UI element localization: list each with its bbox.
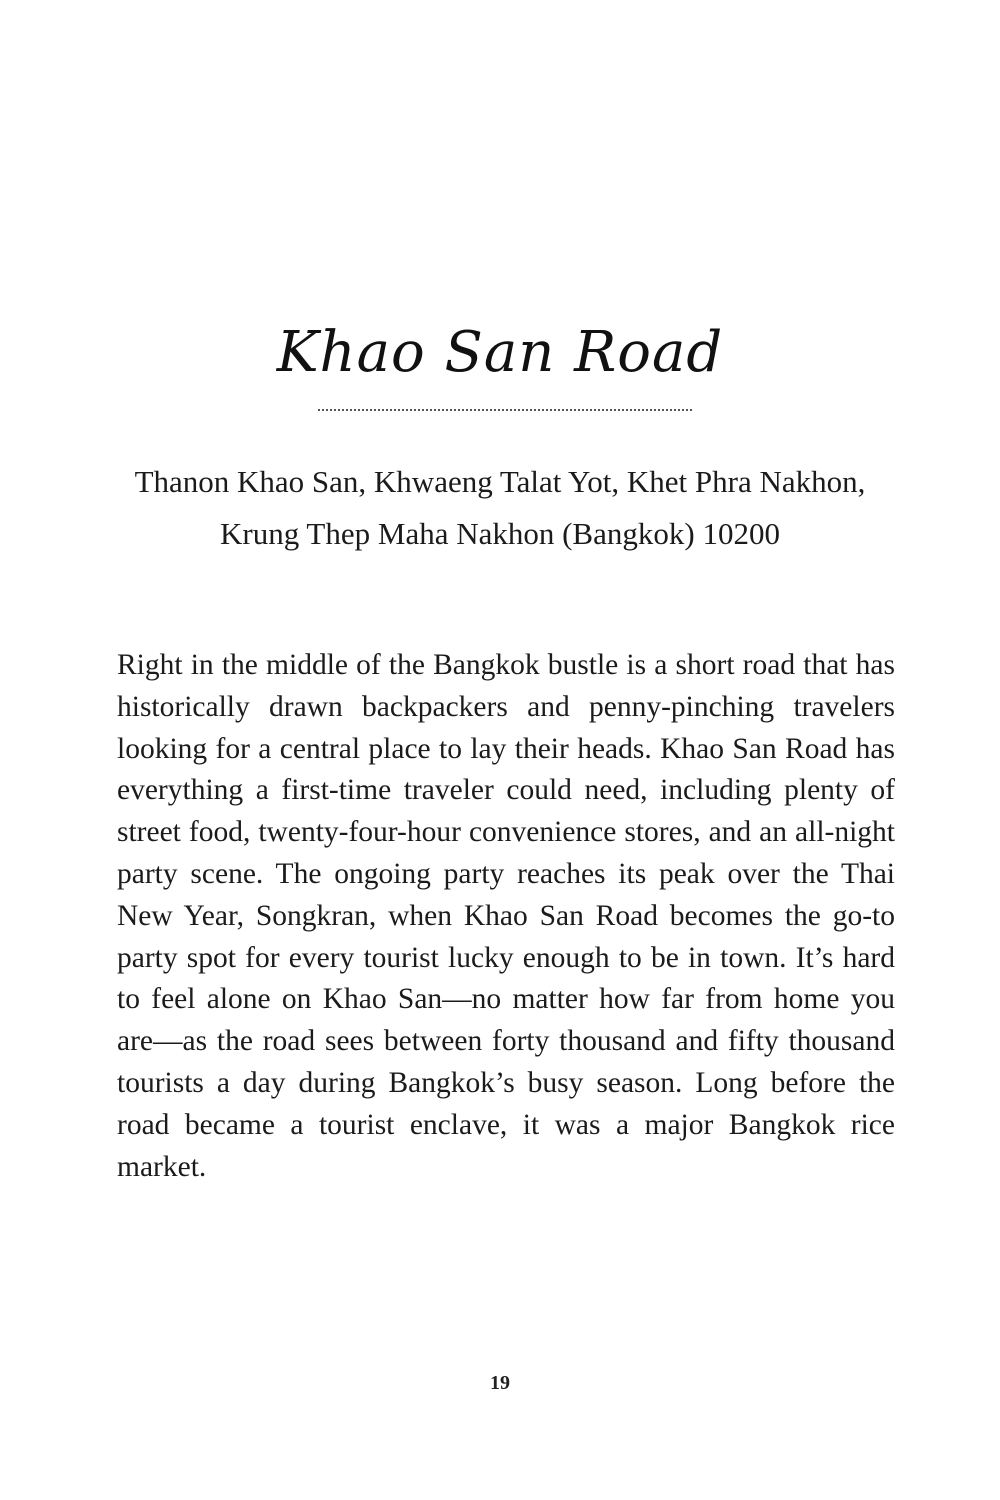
page-number: 19 bbox=[490, 1372, 510, 1394]
dotted-divider bbox=[318, 409, 692, 411]
address-line-2: Krung Thep Maha Nakhon (Bangkok) 10200 bbox=[220, 516, 780, 551]
address-line-1: Thanon Khao San, Khwaeng Talat Yot, Khet Phra Nakhon, bbox=[134, 464, 866, 499]
address-block bbox=[100, 456, 900, 560]
page-title: Khao San Road bbox=[276, 320, 724, 385]
body-paragraph: Right in the middle of the Bangkok bustle is a short road that has historically drawn backpackers and penny-pinching travelers looking for a central place to lay their heads. Khao San Road has everything a first-time traveler could need, including plenty of street food, twenty-four-hour convenience stores, and an all-night party scene. The ongoing party reaches its peak over the Thai New Year, Songkran, when Khao San Road becomes the go-to party spot for every tourist lucky enough to be in town. It’s hard to feel alone on Khao San—no matter how far from home you are—as the road sees between forty thousand and fifty thousand tourists a day during Bangkok’s busy season. Long before the road became a tourist enclave, it was a major Bangkok rice market. bbox=[117, 649, 895, 1183]
